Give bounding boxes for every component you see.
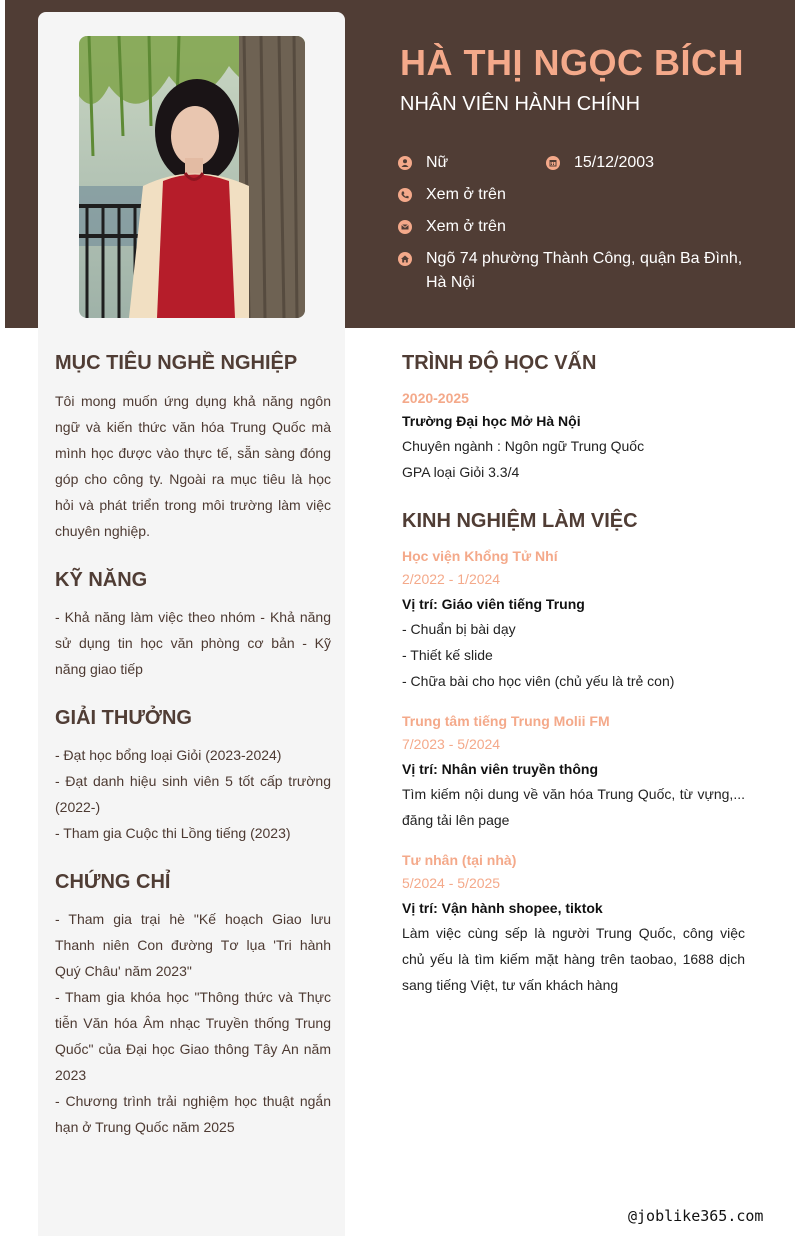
home-icon <box>398 252 412 266</box>
envelope-icon <box>398 220 412 234</box>
address-value: Ngõ 74 phường Thành Công, quận Ba Đình, Hà Nội <box>426 250 743 291</box>
job-entry <box>402 545 745 694</box>
job-period: 2/2022 - 1/2024 <box>402 571 501 587</box>
certificates-list <box>55 906 331 1140</box>
award-item: - Đạt danh hiệu sinh viên 5 tốt cấp trường (2022-) <box>55 773 331 815</box>
certificate-item: - Chương trình trải nghiệm học thuật ngắn hạn ở Trung Quốc năm 2025 <box>55 1093 331 1135</box>
job-entry <box>402 710 745 833</box>
experience-heading: KINH NGHIỆM LÀM VIỆC <box>402 510 638 532</box>
profile-photo <box>79 36 305 318</box>
user-icon <box>398 156 412 170</box>
job-position: Vị trí: Vận hành shopee, tiktok <box>402 900 603 916</box>
birthdate-value: 15/12/2003 <box>574 154 655 171</box>
education-period: 2020-2025 <box>402 390 469 406</box>
education-heading: TRÌNH ĐỘ HỌC VẤN <box>402 352 597 374</box>
candidate-name: HÀ THỊ NGỌC BÍCH <box>400 42 744 83</box>
awards-list <box>55 742 331 846</box>
job-period: 7/2023 - 5/2024 <box>402 736 501 752</box>
email-value: Xem ở trên <box>426 218 506 235</box>
career-goal-text: Tôi mong muốn ứng dụng khả năng ngôn ngữ và kiến thức văn hóa Trung Quốc mà mình học được vào thực tế, sẵn sàng đóng góp cho công ty. Ngoài ra mục tiêu là học hỏi và phát triển trong môi trường làm việc chuyên nghiệp. <box>55 393 331 539</box>
award-item: - Tham gia Cuộc thi Lồng tiếng (2023) <box>55 825 291 841</box>
certificate-item: - Tham gia khóa học "Thông thức và Thực tiễn Văn hóa Âm nhạc Truyền thống Trung Quốc" của Đại học Giao thông Tây An năm 2023 <box>55 989 331 1083</box>
skills-heading: KỸ NĂNG <box>55 569 148 591</box>
certificate-item: - Tham gia trại hè "Kế hoạch Giao lưu Thanh niên Con đường Tơ lụa 'Tri hành Quý Châu' năm 2023" <box>55 911 331 979</box>
phone-value: Xem ở trên <box>426 186 506 203</box>
school-name: Trường Đại học Mở Hà Nội <box>402 413 581 429</box>
job-org: Học viện Khổng Tử Nhí <box>402 548 558 564</box>
job-org: Trung tâm tiếng Trung Molii FM <box>402 713 610 729</box>
job-position: Vị trí: Giáo viên tiếng Trung <box>402 596 585 612</box>
gender-value: Nữ <box>426 154 449 171</box>
education-block <box>402 387 745 485</box>
major: Chuyên ngành : Ngôn ngữ Trung Quốc <box>402 438 645 454</box>
awards-heading: GIẢI THƯỞNG <box>55 707 192 729</box>
job-detail: - Chữa bài cho học viên (chủ yếu là trẻ con) <box>402 673 675 689</box>
email-row <box>398 215 506 239</box>
job-title: NHÂN VIÊN HÀNH CHÍNH <box>400 93 641 115</box>
address-row <box>398 247 763 295</box>
certificates-heading: CHỨNG CHỈ <box>55 871 171 893</box>
calendar-icon <box>546 156 560 170</box>
job-period: 5/2024 - 5/2025 <box>402 875 501 891</box>
skills-text: - Khả năng làm việc theo nhóm - Khả năng sử dụng tin học văn phòng cơ bản - Kỹ năng giao tiếp <box>55 609 331 677</box>
award-item: - Đạt học bổng loại Giỏi (2023-2024) <box>55 747 282 763</box>
phone-row <box>398 183 506 207</box>
job-org: Tư nhân (tại nhà) <box>402 852 517 868</box>
job-detail: - Chuẩn bị bài dạy <box>402 621 516 637</box>
job-detail: Tìm kiếm nội dung về văn hóa Trung Quốc, từ vựng,... đăng tải lên page <box>402 786 745 828</box>
phone-icon <box>398 188 412 202</box>
job-entry <box>402 849 745 998</box>
career-goal-heading: MỤC TIÊU NGHỀ NGHIỆP <box>55 352 298 374</box>
gpa: GPA loại Giỏi 3.3/4 <box>402 464 520 480</box>
job-position: Vị trí: Nhân viên truyền thông <box>402 761 599 777</box>
gender-row <box>398 151 448 175</box>
job-detail: - Thiết kế slide <box>402 647 493 663</box>
job-detail: Làm việc cùng sếp là người Trung Quốc, công việc chủ yếu là tìm kiếm mặt hàng trên taobao, 1688 dịch sang tiếng Việt, tư vấn khách hàng <box>402 925 745 993</box>
birthdate-row <box>546 151 654 175</box>
watermark: @joblike365.com <box>628 1207 764 1225</box>
